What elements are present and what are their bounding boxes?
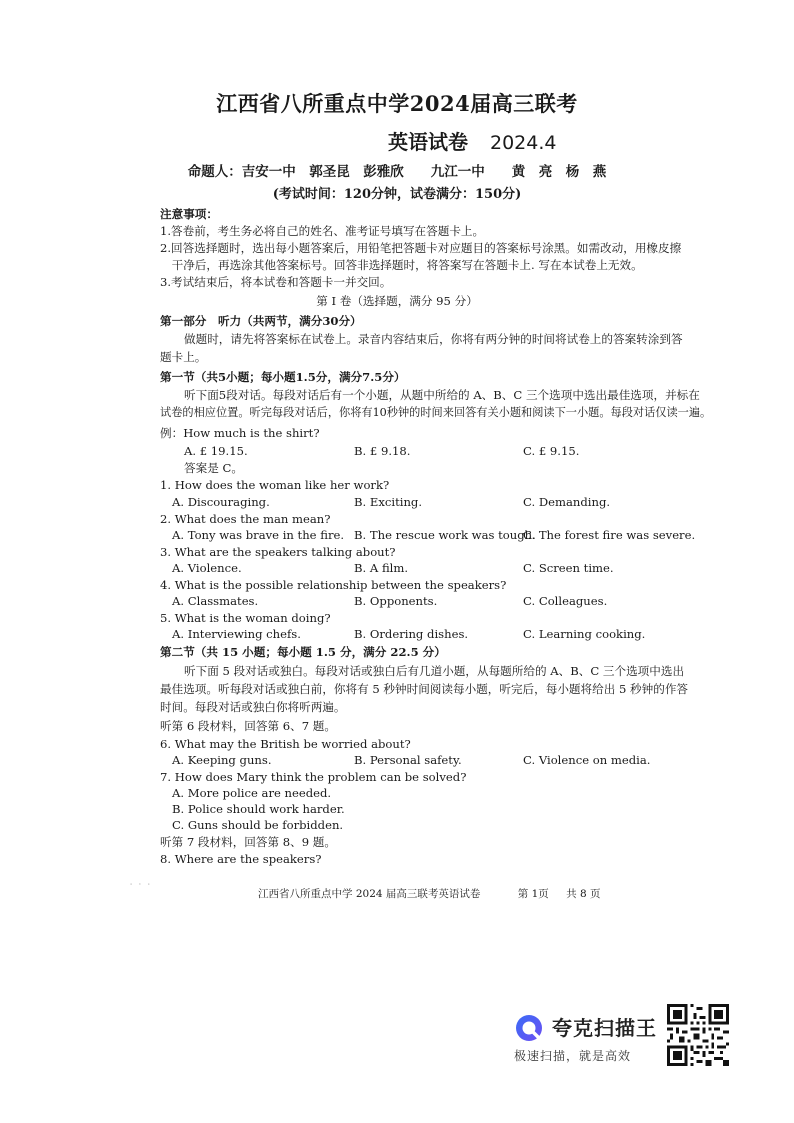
section1-heading: 第一节（共5小题；每小题1.5分，满分7.5分） bbox=[160, 370, 406, 384]
question-6: 6. What may the British be worried about? bbox=[160, 737, 411, 751]
q6-option-c: C. Violence on media. bbox=[523, 753, 651, 767]
part1-intro-line2: 题卡上。 bbox=[160, 350, 207, 364]
part1-intro-line1: 做题时，请先将答案标在试卷上。录音内容结束后，你将有两分钟的时间将试卷上的答案转涂到答 bbox=[184, 332, 683, 346]
q4-option-c: C. Colleagues. bbox=[523, 594, 608, 608]
example-options bbox=[0, 443, 794, 460]
q4-option-b: B. Opponents. bbox=[354, 594, 438, 608]
example-question: 例：How much is the shirt? bbox=[160, 426, 320, 440]
notice-heading: 注意事项： bbox=[160, 207, 218, 221]
question-5-options bbox=[0, 626, 794, 643]
section2-intro-line2: 最佳选项。听每段对话或独白前，你将有 5 秒钟时间阅读每小题，听完后，每小题将给出 5 秒钟的作答 bbox=[160, 682, 689, 696]
question-1-options bbox=[0, 494, 794, 511]
q1-option-c: C. Demanding. bbox=[523, 495, 611, 509]
question-3-options bbox=[0, 560, 794, 577]
q6-option-a: A. Keeping guns. bbox=[172, 753, 272, 767]
material-6-instruction: 听第 6 段材料，回答第 6、7 题。 bbox=[160, 719, 336, 733]
q1-option-b: B. Exciting. bbox=[354, 495, 423, 509]
scan-speck: ⸱ · ⸱ bbox=[130, 880, 152, 889]
example-option-a: A. £ 19.15. bbox=[184, 444, 248, 458]
notice-item-1: 1.答卷前，考生务必将自己的姓名、准考证号填写在答题卡上。 bbox=[160, 224, 485, 238]
q4-option-a: A. Classmates. bbox=[172, 594, 259, 608]
question-2: 2. What does the man mean? bbox=[160, 512, 331, 526]
authors-line: 命题人：吉安一中 郭圣昆 彭雅欣 九江一中 黄 亮 杨 燕 bbox=[187, 164, 607, 180]
section2-heading: 第二节（共 15 小题；每小题 1.5 分，满分 22.5 分） bbox=[160, 645, 446, 659]
q2-option-b: B. The rescue work was tough. bbox=[354, 528, 536, 542]
question-5: 5. What is the woman doing? bbox=[160, 611, 331, 625]
section1-intro-line2: 试卷的相应位置。听完每段对话后，你将有10秒钟的时间来回答有关小题和阅读下一小题。每段对话仅读一遍。 bbox=[160, 406, 712, 419]
q5-option-b: B. Ordering dishes. bbox=[354, 627, 469, 641]
q3-option-c: C. Screen time. bbox=[523, 561, 614, 575]
question-7: 7. How does Mary think the problem can be solved? bbox=[160, 770, 467, 784]
question-4: 4. What is the possible relationship between the speakers? bbox=[160, 578, 507, 592]
q6-option-b: B. Personal safety. bbox=[354, 753, 462, 767]
question-4-options bbox=[0, 593, 794, 610]
q2-option-c: C. The forest fire was severe. bbox=[523, 528, 696, 542]
section2-intro-line1: 听下面 5 段对话或独白。每段对话或独白后有几道小题，从每题所给的 A、B、C 三个选项中选出 bbox=[184, 664, 685, 678]
material-7-instruction: 听第 7 段材料，回答第 8、9 题。 bbox=[160, 835, 336, 849]
question-1: 1. How does the woman like her work? bbox=[160, 478, 390, 492]
footer-title: 江西省八所重点中学 2024 届高三联考英语试卷 bbox=[258, 888, 481, 900]
section1-intro-line1: 听下面5段对话。每段对话后有一个小题，从题中所给的 A、B、C 三个选项中选出最佳选项，并标在 bbox=[184, 388, 700, 402]
exam-subject bbox=[388, 126, 556, 155]
example-option-b: B. £ 9.18. bbox=[354, 444, 411, 458]
q7-option-b: B. Police should work harder. bbox=[172, 802, 345, 816]
question-3: 3. What are the speakers talking about? bbox=[160, 545, 396, 559]
notice-item-2-cont: 干净后，再选涂其他答案标号。回答非选择题时，将答案写在答题卡上. 写在本试卷上无效。 bbox=[160, 258, 643, 272]
section2-intro-line3: 时间。每段对话或独白你将听两遍。 bbox=[160, 700, 346, 714]
scanner-brand-name: 夸克扫描王 bbox=[552, 1016, 657, 1040]
q7-option-c: C. Guns should be forbidden. bbox=[172, 818, 344, 832]
q3-option-a: A. Violence. bbox=[172, 561, 242, 575]
q5-option-a: A. Interviewing chefs. bbox=[172, 627, 301, 641]
volume-heading: 第 I 卷（选择题，满分 95 分） bbox=[316, 294, 478, 308]
footer-page: 第 1页 bbox=[517, 888, 549, 900]
page-footer bbox=[258, 886, 600, 901]
footer-total: 共 8 页 bbox=[566, 888, 601, 900]
notice-item-3: 3.考试结束后，将本试卷和答题卡一并交回。 bbox=[160, 275, 392, 289]
example-answer: 答案是 C。 bbox=[184, 461, 243, 475]
exam-title: 江西省八所重点中学2024届高三联考 bbox=[216, 91, 578, 116]
notice-item-2: 2.回答选择题时，选出每小题答案后，用铅笔把答题卡对应题目的答案标号涂黑。如需改动，用橡皮擦 bbox=[160, 241, 682, 255]
time-info: (考试时间：120分钟，试卷满分：150分) bbox=[272, 187, 522, 202]
q7-option-a: A. More police are needed. bbox=[172, 786, 332, 800]
question-8: 8. Where are the speakers? bbox=[160, 852, 322, 866]
q5-option-c: C. Learning cooking. bbox=[523, 627, 646, 641]
scanner-slogan: 极速扫描，就是高效 bbox=[514, 1049, 632, 1063]
q1-option-a: A. Discouraging. bbox=[172, 495, 270, 509]
q2-option-a: A. Tony was brave in the fire. bbox=[172, 528, 345, 542]
part1-heading: 第一部分 听力（共两节，满分30分） bbox=[160, 314, 362, 328]
exam-date: 2024.4 bbox=[490, 132, 557, 154]
subject-label: 英语试卷 bbox=[388, 130, 468, 154]
example-option-c: C. £ 9.15. bbox=[523, 444, 580, 458]
qr-code-icon bbox=[667, 1004, 729, 1066]
scanner-watermark bbox=[514, 1010, 664, 1066]
question-2-options bbox=[0, 527, 794, 544]
q3-option-b: B. A film. bbox=[354, 561, 409, 575]
question-6-options bbox=[0, 752, 794, 769]
quark-logo-icon bbox=[514, 1013, 544, 1043]
